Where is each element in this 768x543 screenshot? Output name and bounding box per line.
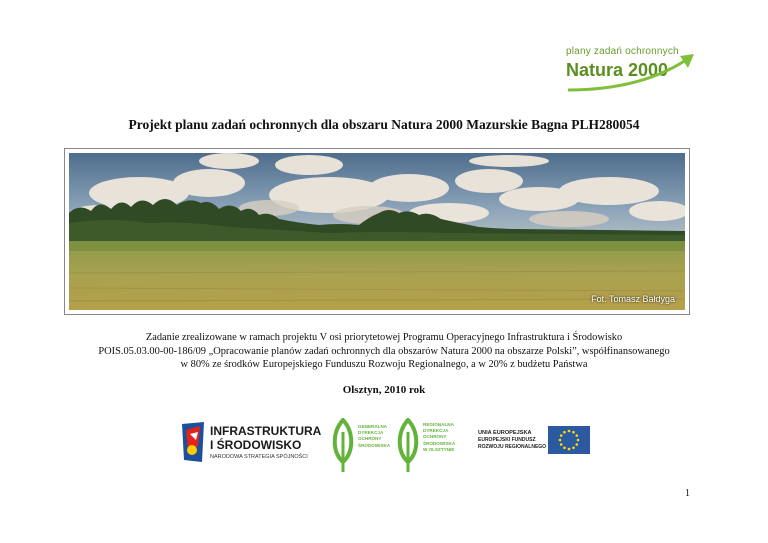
rdos-line-3: OCHRONY — [423, 434, 447, 440]
gdos-line-3: OCHRONY — [358, 436, 382, 442]
landscape-photo — [69, 153, 685, 310]
infrastruktura-line-1: INFRASTRUKTURA — [210, 424, 322, 438]
document-title: Projekt planu zadań ochronnych dla obszaru Natura 2000 Mazurskie Bagna PLH280054 — [128, 117, 640, 132]
gdos-logo — [330, 418, 390, 474]
rdos-line-5: W OLSZTYNIE — [423, 446, 455, 452]
rdos-logo — [395, 418, 461, 476]
logo-line-1: plany zadań ochronnych — [566, 46, 679, 57]
gdos-line-4: ŚRODOWISKA — [358, 442, 391, 448]
infrastruktura-line-3: NARODOWA STRATEGIA SPÓJNOŚCI — [210, 454, 308, 460]
infrastruktura-line-2: I ŚRODOWISKO — [210, 438, 302, 452]
eu-flag-icon — [548, 426, 590, 454]
logo-line-2: Natura 2000 — [566, 60, 669, 80]
eu-line-1: UNIA EUROPEJSKA — [478, 430, 532, 436]
rdos-line-1: REGIONALNA — [423, 422, 454, 427]
rdos-line-4: ŚRODOWISKA — [423, 440, 456, 446]
eu-line-3: ROZWOJU REGIONALNEGO — [478, 444, 547, 450]
sponsor-logos — [180, 418, 590, 478]
page-number: 1 — [685, 488, 690, 499]
green-arrow-icon — [560, 46, 700, 94]
natura-2000-logo — [560, 46, 700, 94]
description-line-3: w 80% ze środków Europejskiego Funduszu Rozwoju Regionalnego, a w 20% z budżetu Państwa — [180, 359, 588, 370]
description-line-2: POIS.05.03.00-00-186/09 „Opracowanie planów zadań ochronnych dla obszarów Natura 2000 na obszarze Polski”, współfinansowanego — [98, 345, 670, 357]
description-line-1: Zadanie zrealizowane w ramach projektu V osi priorytetowej Programu Operacyjnego Infrastruktura i Środowisko — [145, 332, 623, 343]
gdos-line-1: GENERALNA — [358, 424, 388, 429]
place-and-year: Olsztyn, 2010 rok — [342, 384, 426, 396]
eu-logo — [478, 426, 590, 460]
gdos-line-2: DYREKCJA — [358, 430, 384, 436]
infrastruktura-logo — [180, 420, 320, 466]
photo-credit: Fot. Tomasz Bałdyga — [591, 294, 675, 304]
rdos-line-2: DYREKCJA — [423, 428, 449, 434]
gdos-leaf-icon — [330, 418, 356, 474]
rdos-leaf-icon — [395, 418, 421, 474]
infrastruktura-emblem-icon — [180, 420, 206, 464]
photo-frame — [64, 148, 690, 315]
project-description — [0, 331, 768, 372]
eu-line-2: EUROPEJSKI FUNDUSZ — [478, 437, 536, 443]
